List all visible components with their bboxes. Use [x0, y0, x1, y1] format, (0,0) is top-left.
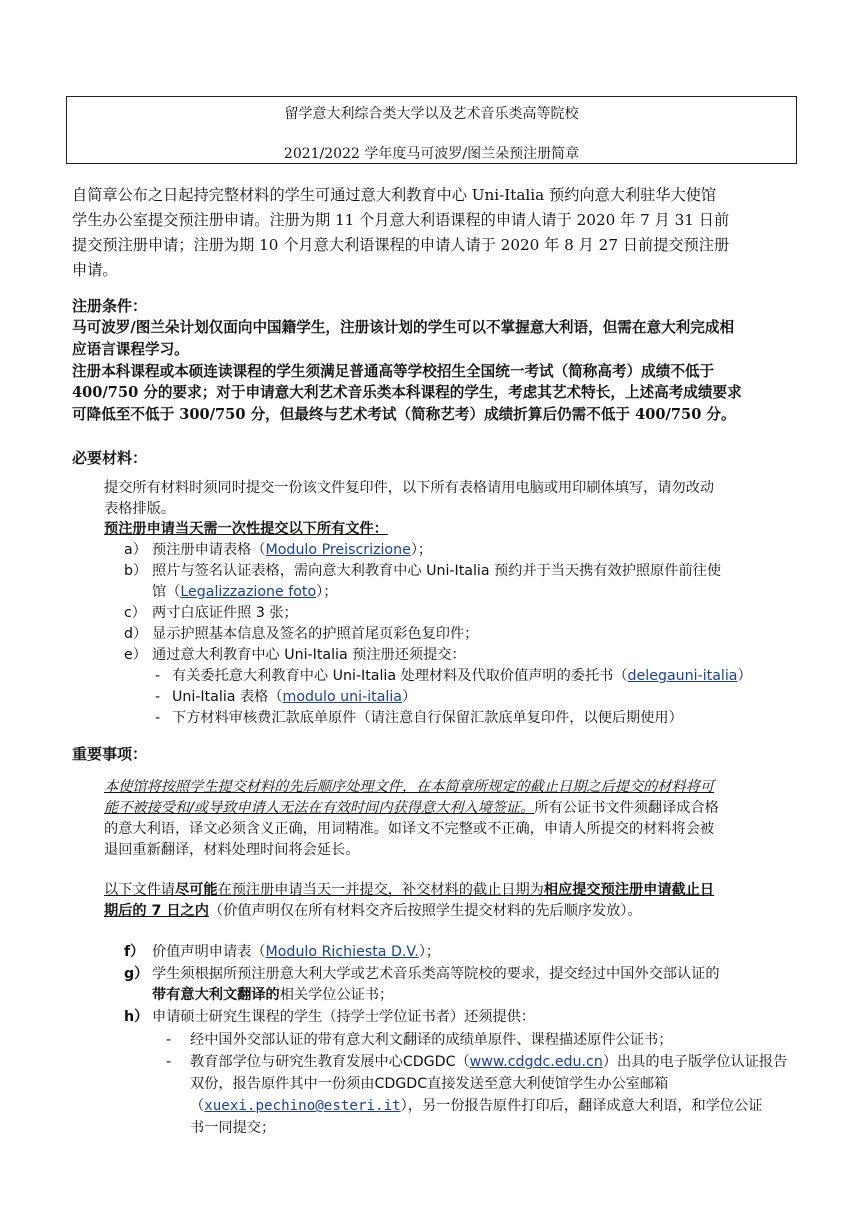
title-box: [66, 96, 797, 164]
list-marker: b）: [124, 563, 148, 579]
notice-line: 的意大利语，译文必须含义正确，用词精准。如译文不完整或不正确，申请人所提交的材料将会被: [104, 821, 715, 837]
materials-subheading: 预注册申请当天需一次性提交以下所有文件：: [104, 521, 388, 537]
sub-item-text: 双份，报告原件其中一份须由CDGDC直接发送至意大利使馆学生办公室邮箱: [190, 1076, 669, 1092]
list-item-text: 显示护照基本信息及签名的护照首尾页彩色复印件；: [152, 626, 479, 642]
sub-item-text: ）出具的电子版学位认证报告: [602, 1054, 788, 1070]
materials-heading: 必要材料：: [72, 449, 148, 467]
list-item-text: 学生须根据所预注册意大利大学或艺术音乐类高等院校的要求，提交经过中国外交部认证的: [152, 966, 720, 982]
document-subtitle: 2021/2022 学年度马可波罗/图兰朵预注册简章: [283, 146, 580, 162]
conditions-line: 马可波罗/图兰朵计划仅面向中国籍学生，注册该计划的学生可以不掌握意大利语，但需在意大利完成相: [72, 319, 735, 336]
deadline-text: 在预注册申请当天一并提交，补交材料的截止日期为: [217, 882, 544, 898]
sub-item-end: ）: [401, 689, 417, 705]
deadline-bold: 尽可能: [174, 882, 218, 898]
sub-item-text: 书一同提交；: [190, 1120, 276, 1136]
conditions-paragraph: [72, 317, 812, 426]
sub-item-end: ）: [737, 668, 752, 684]
list-item-g-cont: [152, 985, 393, 1006]
materials-note-line: 表格排版。: [104, 501, 175, 517]
materials-note: [104, 478, 804, 520]
intro-line: 学生办公室提交预注册申请。注册为期 11 个月意大利语课程的申请人请于 2020 年 7 月 31 日前: [72, 211, 730, 229]
deadline-bold: 期后的 7 日之内: [104, 903, 209, 919]
sub-item-text: 教育部学位与研究生教育发展中心CDGDC（: [190, 1054, 470, 1070]
conditions-line: 注册本科课程或本硕连读课程的学生须满足普通高等学校招生全国统一考试（简称高考）成绩不低于: [72, 362, 715, 380]
list-item-text: 预注册申请表格（: [152, 542, 266, 558]
conditions-line: 应语言课程学习。: [72, 340, 189, 358]
modulo-richiesta-dv-link[interactable]: Modulo Richiesta D.V.: [265, 944, 419, 960]
list-item-end: ）；: [410, 542, 433, 558]
list-marker: c）: [124, 605, 146, 621]
warning-line: 本使馆将按照学生提交材料的先后顺序处理文件，在本简章所规定的截止日期之后提交的材料将可: [104, 779, 715, 795]
list-item-bold: 带有意大利文翻译的: [152, 987, 280, 1003]
intro-paragraph: [72, 183, 812, 283]
legalizzazione-foto-link[interactable]: Legalizzazione foto: [180, 584, 317, 600]
document-title: 留学意大利综合类大学以及艺术音乐类高等院校: [284, 106, 579, 122]
modulo-uni-italia-link[interactable]: modulo uni-italia: [282, 689, 402, 705]
deadline-text: 以下文件请: [104, 882, 175, 898]
list-item-text: 价值声明申请表（: [152, 944, 266, 960]
materials-note-line: 提交所有材料时须同时提交一份该文件复印件，以下所有表格请用电脑或用印刷体填写，请勿改动: [104, 480, 715, 496]
list-marker: g）: [124, 966, 149, 982]
list-item-text: 申请硕士研究生课程的学生（持学士学位证书者）还须提供：: [152, 1009, 536, 1025]
cdgdc-website-link[interactable]: www.cdgdc.edu.cn: [469, 1054, 603, 1070]
notice-text: 所有公证书文件须翻译成合格: [534, 800, 719, 816]
sub-item-h2-cont: [190, 1073, 762, 1139]
list-item-text: 照片与签名认证表格，需向意大利教育中心 Uni-Italia 预约并于当天携有效护照原件前往使: [152, 563, 722, 579]
sub-item-text: ），另一份报告原件打印后，翻译成意大利语，和学位公证: [400, 1098, 763, 1114]
important-paragraph-2: [104, 880, 804, 922]
intro-line: 提交预注册申请；注册为期 10 个月意大利语课程的申请人请于 2020 年 8 月 27 日前提交预注册: [72, 236, 730, 254]
delegauni-italia-link[interactable]: delegauni-italia: [627, 668, 738, 684]
deadline-note: （价值声明仅在所有材料交齐后按照学生提交材料的先后顺序发放）。: [208, 903, 642, 919]
sub-item-text: 有关委托意大利教育中心 Uni-Italia 处理材料及代取价值声明的委托书（: [172, 668, 628, 684]
sub-item-text: 经中国外交部认证的带有意大利文翻译的成绩单原件、课程描述原件公证书；: [190, 1032, 673, 1048]
list-marker: h）: [124, 1009, 149, 1025]
conditions-line: 400/750 分的要求；对于申请意大利艺术音乐类本科课程的学生，考虑其艺术特长，上述高考成绩要求: [72, 384, 742, 402]
list-marker: f）: [124, 944, 145, 960]
list-item-end: 相关学位公证书；: [279, 987, 394, 1003]
list-marker: d）: [124, 626, 148, 642]
notice-line: 退回重新翻译，材料处理时间将会延长。: [104, 842, 360, 858]
list-marker: a）: [124, 542, 147, 558]
list-item-end: ）；: [316, 584, 338, 600]
list-item-text: 通过意大利教育中心 Uni-Italia 预注册还须提交：: [152, 647, 466, 663]
warning-line: 能不被接受和/或导致申请人无法在有效时间内获得意大利入境签证。: [104, 800, 535, 816]
conditions-line: 可降低至不低于 300/750 分，但最终与艺术考试（简称艺考）成绩折算后仍需不低于 400/750 分。: [72, 406, 736, 424]
intro-line: 自简章公布之日起持完整材料的学生可通过意大利教育中心 Uni-Italia 预约向意大利驻华大使馆: [72, 186, 717, 204]
intro-line: 申请。: [72, 261, 118, 279]
important-heading: 重要事项：: [72, 745, 148, 763]
sub-item-text: Uni-Italia 表格（: [172, 689, 283, 705]
important-paragraph-1: [104, 777, 804, 861]
list-item-text: 两寸白底证件照 3 张；: [152, 605, 298, 621]
sub-item-text: （: [190, 1098, 205, 1114]
sub-item-text: 下方材料审核费汇款底单原件（请注意自行保留汇款底单复印件，以便后期使用）: [172, 710, 683, 726]
list-item-end: ）；: [418, 944, 441, 960]
list-item-text: 馆（: [152, 584, 181, 600]
embassy-email-link[interactable]: xuexi.pechino@esteri.it: [204, 1098, 401, 1114]
list-item-b-cont: [152, 582, 337, 603]
deadline-bold: 相应提交预注册申请截止日: [543, 882, 715, 898]
list-marker: e）: [124, 647, 147, 663]
conditions-heading: 注册条件：: [72, 297, 148, 315]
document-page: 留学意大利综合类大学以及艺术音乐类高等院校 2021/2022 学年度马可波罗/图兰朵预注册简章 自简章公布之日起持完整材料的学生可通过意大利教育中心 Uni-Italia 预约向意大利驻华大使馆 学生办公室提交预注册申请。注册为期 11 个月意大利语课程的申请人请于 2020 年 7 月 31 日前 提交预注册申请；注册为期 10 个月意大利语课程的申请人请于 2020 年 8 月 27 日前提交预注册 申请。 注册条件： 马可波罗/图兰朵计划仅面向中国籍学生，注册该计划的学生可以不掌握意大利语，但需在意大利完成相 应语言课程学习。 注册本科课程或本硕连读课程的学生须满足普通高等学校招生全国统一考试（简称高考）成绩不低于 400/750 分的要求；对于申请意大利艺术音乐类本科课程的学生，考虑其艺术特长，上述高考成绩要求 可降低至不低于 300/750 分，但最终与艺术考试（简称艺考）成绩折算后仍需不低于 400/750 分。 必要材料： 提交所有材料时须同时提交一份该文件复印件，以下所有表格请用电脑或用印刷体填写，请勿改动 表格排版。 预注册申请当天需一次性提交以下所有文件： a） 预注册申请表格（Modulo Preiscrizione）； b） 照片与签名认证表格，需向意大利教育中心 Uni-Italia 预约并于当天携有效护照原件前往使 馆（Legalizzazione foto）； c） 两寸白底证件照 3 张； d） 显示护照基本信息及签名的护照首尾页彩色复印件； e） 通过意大利教育中心 Uni-Italia 预注册还须提交： - 有关委托意大利教育中心 Uni-Italia 处理材料及代取价值声明的委托书（delegauni-italia） - Uni-Italia 表格（modulo uni-italia） - 下方材料审核费汇款底单原件（请注意自行保留汇款底单复印件，以便后期使用） 重要事项： 本使馆将按照学生提交材料的先后顺序处理文件，在本简章所规定的截止日期之后提交的材料将可 能不被接受和/或导致申请人无法在有效时间内获得意大利入境签证。所有公证书文件须翻译成合格 的意大利语，译文必须含义正确，用词精准。如译文不完整或不正确，申请人所提交的材料将会被 退回重新翻译，材料处理时间将会延长。 以下文件请尽可能在预注册申请当天一并提交，补交材料的截止日期为相应提交预注册申请截止日 期后的 7 日之内（价值声明仅在所有材料交齐后按照学生提交材料的先后顺序发放）。 f） 价值声明申请表（Modulo Richiesta D.V.）； g） 学生须根据所预注册意大利大学或艺术音乐类高等院校的要求，提交经过中国外交部认证的 带有意大利文翻译的相关学位公证书； h） 申请硕士研究生课程的学生（持学士学位证书者）还须提供： - 经中国外交部认证的带有意大利文翻译的成绩单原件、课程描述原件公证书； - 教育部学位与研究生教育发展中心CDGDC（www.cdgdc.edu.cn）出具的电子版学位认证报告 双份，报告原件其中一份须由CDGDC直接发送至意大利使馆学生办公室邮箱 （xuexi.pechino@esteri.it），另一份报告原件打印后，翻译成意大利语，和学位公证 书一同提交；: [0, 0, 864, 1221]
modulo-preiscrizione-link[interactable]: Modulo Preiscrizione: [265, 542, 411, 558]
